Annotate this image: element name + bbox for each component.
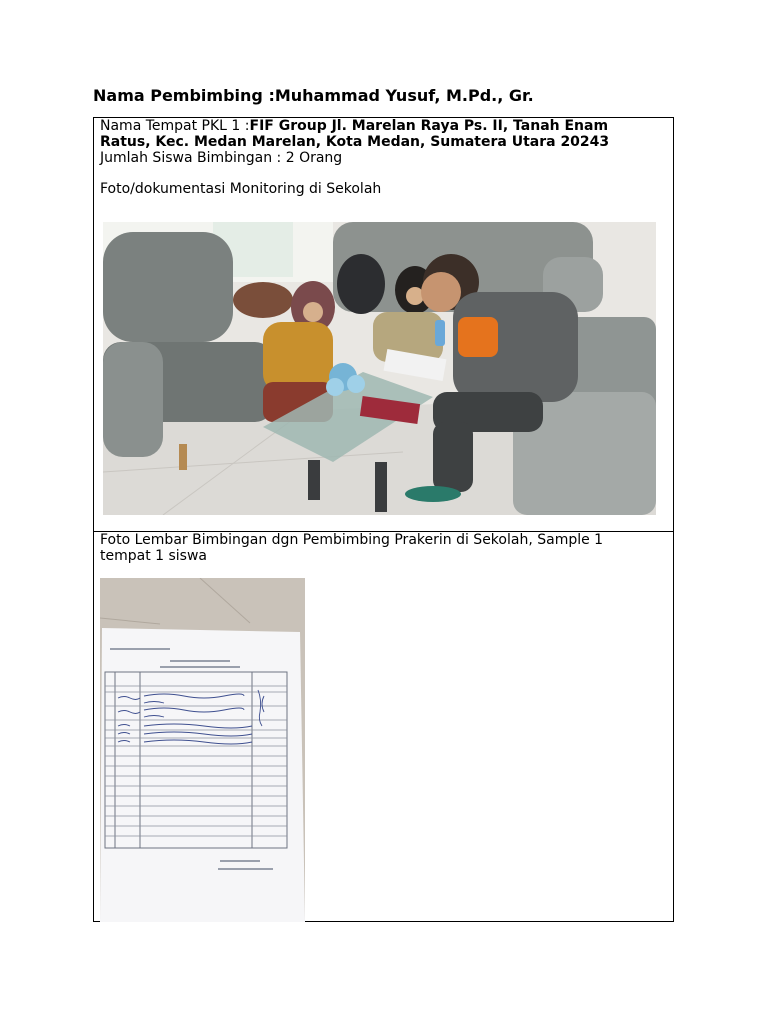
monitoring-photo xyxy=(103,222,656,515)
foto-monitoring-caption: Foto/dokumentasi Monitoring di Sekolah xyxy=(100,181,382,197)
tempat-pkl-line xyxy=(100,118,608,134)
lembar-bimbingan-photo xyxy=(100,578,305,922)
pembimbing-label: Nama Pembimbing : xyxy=(93,86,275,105)
tempat-pkl-address-2: Ratus, Kec. Medan Marelan, Kota Medan, Sumatera Utara 20243 xyxy=(100,134,610,150)
tempat-pkl-address-1: FIF Group Jl. Marelan Raya Ps. II, Tanah Enam xyxy=(249,118,609,134)
pembimbing-name: Muhammad Yusuf, M.Pd., Gr. xyxy=(274,86,534,105)
tempat-pkl-label: Nama Tempat PKL 1 : xyxy=(100,118,250,134)
jumlah-siswa: Jumlah Siswa Bimbingan : 2 Orang xyxy=(100,150,343,166)
pembimbing-heading xyxy=(93,86,534,105)
monitoring-section xyxy=(93,117,674,532)
lembar-bimbingan-section xyxy=(93,531,674,922)
lembar-caption-2: tempat 1 siswa xyxy=(100,548,208,564)
lembar-caption-1: Foto Lembar Bimbingan dgn Pembimbing Prakerin di Sekolah, Sample 1 xyxy=(100,532,604,548)
